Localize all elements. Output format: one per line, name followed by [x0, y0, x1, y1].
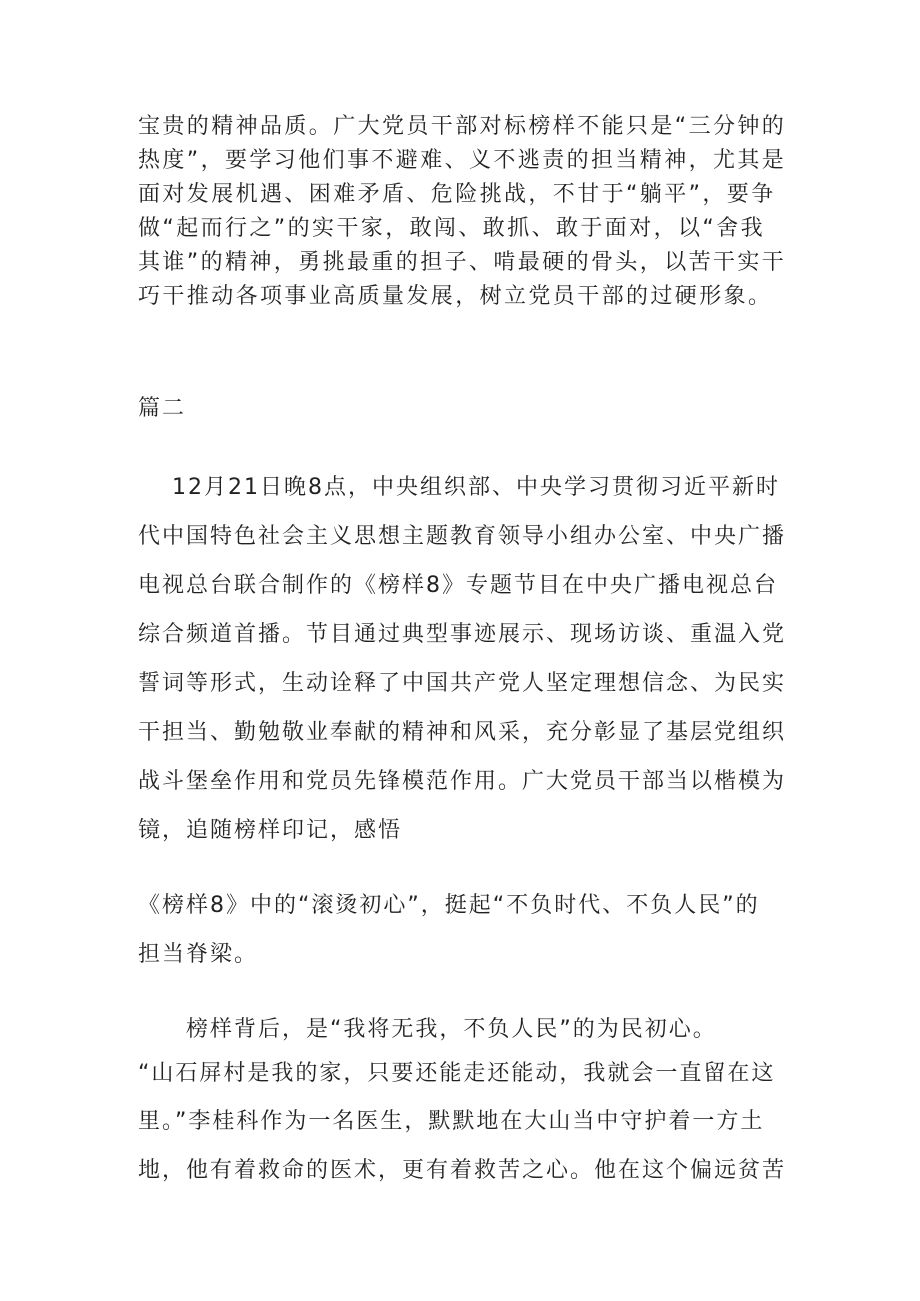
paragraph-1-line: 巧干推动各项事业高质量发展，树立党员干部的过硬形象。 [138, 284, 773, 309]
paragraph-4-line: 榜样背后，是“我将无我，不负人民”的为民初心。 [186, 1017, 717, 1042]
paragraph-2-line: 综合频道首播。节目通过典型事迹展示、现场访谈、重温入党 [138, 622, 787, 647]
paragraph-2-line: 代中国特色社会主义思想主题教育领导小组办公室、中央广播 [138, 524, 787, 549]
section-heading: 篇二 [138, 396, 187, 421]
paragraph-4-line: 地，他有着救命的医术，更有着救苦之心。他在这个偏远贫苦 [138, 1158, 787, 1183]
paragraph-1-line: 热度”，要学习他们事不避难、义不逃责的担当精神，尤其是 [138, 148, 787, 173]
paragraph-1-line: 做“起而行之”的实干家，敢闯、敢抓、敢于面对，以“舍我 [138, 216, 765, 241]
paragraph-2-line: 镜，追随榜样印记，感悟 [138, 818, 403, 843]
paragraph-2-line: 电视总台联合制作的《榜样8》专题节目在中央广播电视总台 [138, 573, 778, 598]
paragraph-2-line: 干担当、勤勉敬业奉献的精神和风采，充分彰显了基层党组织 [138, 720, 787, 745]
paragraph-3-line: 《榜样8》中的“滚烫初心”，挺起“不负时代、不负人民”的 [138, 893, 760, 918]
paragraph-1-line: 面对发展机遇、困难矛盾、危险挑战，不甘于“躺平”，要争 [138, 182, 776, 207]
paragraph-3-line: 担当脊梁。 [138, 942, 259, 967]
paragraph-2-line: 誓词等形式，生动诠释了中国共产党人坚定理想信念、为民实 [138, 671, 787, 696]
paragraph-2-line: 12月21日晚8点，中央组织部、中央学习贯彻习近平新时 [172, 475, 780, 500]
paragraph-2-line: 战斗堡垒作用和党员先锋模范作用。广大党员干部当以楷模为 [138, 769, 787, 794]
paragraph-1-line: 宝贵的精神品质。广大党员干部对标榜样不能只是“三分钟的 [138, 114, 787, 139]
paragraph-4-line: 里。”李桂科作为一名医生，默默地在大山当中守护着一方土 [138, 1109, 765, 1134]
paragraph-1-line: 其谁”的精神，勇挑最重的担子、啃最硬的骨头，以苦干实干 [138, 250, 787, 275]
paragraph-4-line: “山石屏村是我的家，只要还能走还能动，我就会一直留在这 [138, 1061, 776, 1086]
